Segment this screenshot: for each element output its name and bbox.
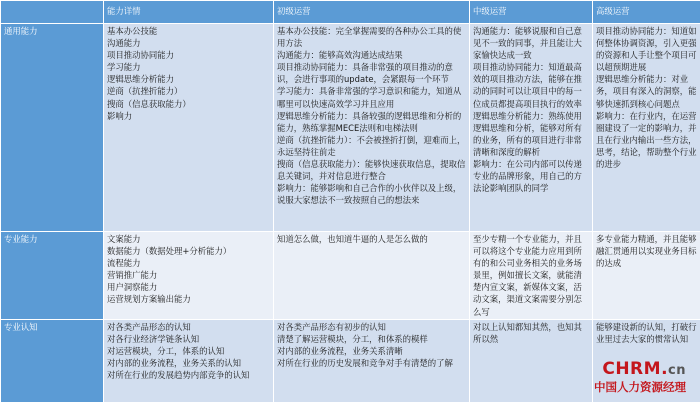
cell-line: 搜商（信息获取能力）：能够快速获取信息，提取信息关键词，并对信息进行整合 [277, 158, 466, 182]
cell-line: 逻辑思维分析能力：具备较强的逻辑思维和分析的能力，熟练掌握MECE法则和电梯法则 [277, 110, 466, 134]
cell-line: 沟通能力 [107, 37, 270, 49]
row-name: 专业认知 [1, 320, 104, 403]
cell-line: 项目推动协同能力：知道如何整体协调资源，引入更强的资源和人手让整个项目可以超预期进展 [596, 25, 697, 73]
cell-line: 数据能力（数据处理+分析能力） [107, 245, 270, 257]
cell-line: 多专业能力精通，并且能够融汇贯通用以实现业务目标的达成 [596, 233, 697, 269]
mid-cell [470, 24, 593, 232]
cell-line: 对所在行业的发展趋势内部竞争的认知 [107, 369, 270, 381]
cell-line: 学习能力 [107, 61, 270, 73]
cell-line: 至少专精一个专业能力，并且可以将这个专业能力应用到所有的和公司业务相关的业务场景里，例如擅长文案，就能清楚内宣文案，新媒体文案，活动文案，渠道文案需要分别怎么写 [473, 233, 589, 318]
watermark-tagline: 中国人力资源经理 [594, 380, 686, 394]
cell-line: 影响力：在行业内，在运营圈建设了一定的影响力，并且在行业内输出一些方法，思考，结论，帮助整个行业的进步 [596, 110, 697, 170]
senior-cell [593, 24, 700, 232]
cell-line: 项目推动协同能力：具备非常强的项目推动的意识，会进行事项的update，会紧跟每一个环节 [277, 61, 466, 85]
cell-line: 对各类产品形态的认知 [107, 321, 270, 333]
cell-line: 对内部的业务流程，业务关系清晰 [277, 345, 466, 357]
header-junior: 初级运营 [274, 1, 470, 24]
chrm-watermark [594, 360, 686, 394]
mid-cell [470, 320, 593, 403]
table-header-row [1, 1, 700, 24]
cell-line: 逻辑思维分析能力：熟练使用逻辑思维和分析，能够对所有的业务，所有的项目进行非常清晰和深度的解析 [473, 110, 589, 158]
junior-cell [274, 320, 470, 403]
cell-line: 营销推广能力 [107, 269, 270, 281]
cell-line: 对运营模块，分工，体系的认知 [107, 345, 270, 357]
cell-line: 对各行业经济学链条认知 [107, 333, 270, 345]
cell-line: 运营规划方案输出能力 [107, 293, 270, 305]
header-senior: 高级运营 [593, 1, 700, 24]
cell-line: 对所在行业的历史发展和竞争对手有清楚的了解 [277, 357, 466, 369]
watermark-domain: cn [668, 363, 686, 378]
cell-line: 用户洞察能力 [107, 281, 270, 293]
cell-line: 项目推动协同能力 [107, 49, 270, 61]
cell-line: 清楚了解运营模块，分工，和体系的模样 [277, 333, 466, 345]
cell-line: 基本办公技能：完全掌握需要的各种办公工具的使用方法 [277, 25, 466, 49]
cell-line: 对以上认知都知其然，也知其所以然 [473, 321, 589, 345]
cell-line: 对各类产品形态有初步的认知 [277, 321, 466, 333]
cell-line: 逻辑思维分析能力：对业务，项目有深入的洞察，能够快速抓到核心问题点 [596, 73, 697, 109]
cell-line: 知道怎么做，也知道牛逼的人是怎么做的 [277, 233, 466, 245]
cell-line: 文案能力 [107, 233, 270, 245]
mid-cell [470, 232, 593, 320]
cell-line: 影响力：在公司内部可以传递专业的品牌形象，用自己的方法论影响团队的同学 [473, 158, 589, 194]
header-mid: 中级运营 [470, 1, 593, 24]
details-cell [104, 320, 274, 403]
table-row [1, 232, 700, 320]
senior-cell [593, 232, 700, 320]
cell-line: 影响力 [107, 110, 270, 122]
row-name: 通用能力 [1, 24, 104, 232]
header-details: 能力详情 [104, 1, 274, 24]
cell-line: 项目推动协同能力：知道最高效的项目推动方法，能够在推动的同时可以让项目中的每一位成员都提高项目执行的效率 [473, 61, 589, 109]
cell-line: 搜商（信息获取能力） [107, 98, 270, 110]
cell-line: 逆商（抗挫折能力） [107, 85, 270, 97]
cell-line: 逆商（抗挫折能力）：不会被挫折打倒，迎难而上，永远坚持往前走 [277, 134, 466, 158]
cell-line: 流程能力 [107, 257, 270, 269]
cell-line: 沟通能力：能够说服和自己意见不一致的同事，并且能让大家愉快达成一致 [473, 25, 589, 61]
table-row [1, 24, 700, 232]
watermark-brand: CHRM [602, 359, 661, 379]
cell-line: 沟通能力：能够高效沟通达成结果 [277, 49, 466, 61]
header-corner [1, 1, 104, 24]
details-cell [104, 232, 274, 320]
details-cell [104, 24, 274, 232]
watermark-logo: CHRM.cn [594, 360, 686, 380]
junior-cell [274, 24, 470, 232]
cell-line: 基本办公技能 [107, 25, 270, 37]
row-name: 专业能力 [1, 232, 104, 320]
junior-cell [274, 232, 470, 320]
cell-line: 影响力：能够影响和自己合作的小伙伴以及上级，说服大家想法不一致按照自己的想法来 [277, 182, 466, 206]
cell-line: 学习能力：具备非常强的学习意识和能力，知道从哪里可以快速高效学习并且应用 [277, 85, 466, 109]
cell-line: 能够建设新的认知，打破行业里过去大家的惯常认知 [596, 321, 697, 345]
cell-line: 逻辑思维分析能力 [107, 73, 270, 85]
cell-line: 对内部的业务流程，业务关系的认知 [107, 357, 270, 369]
